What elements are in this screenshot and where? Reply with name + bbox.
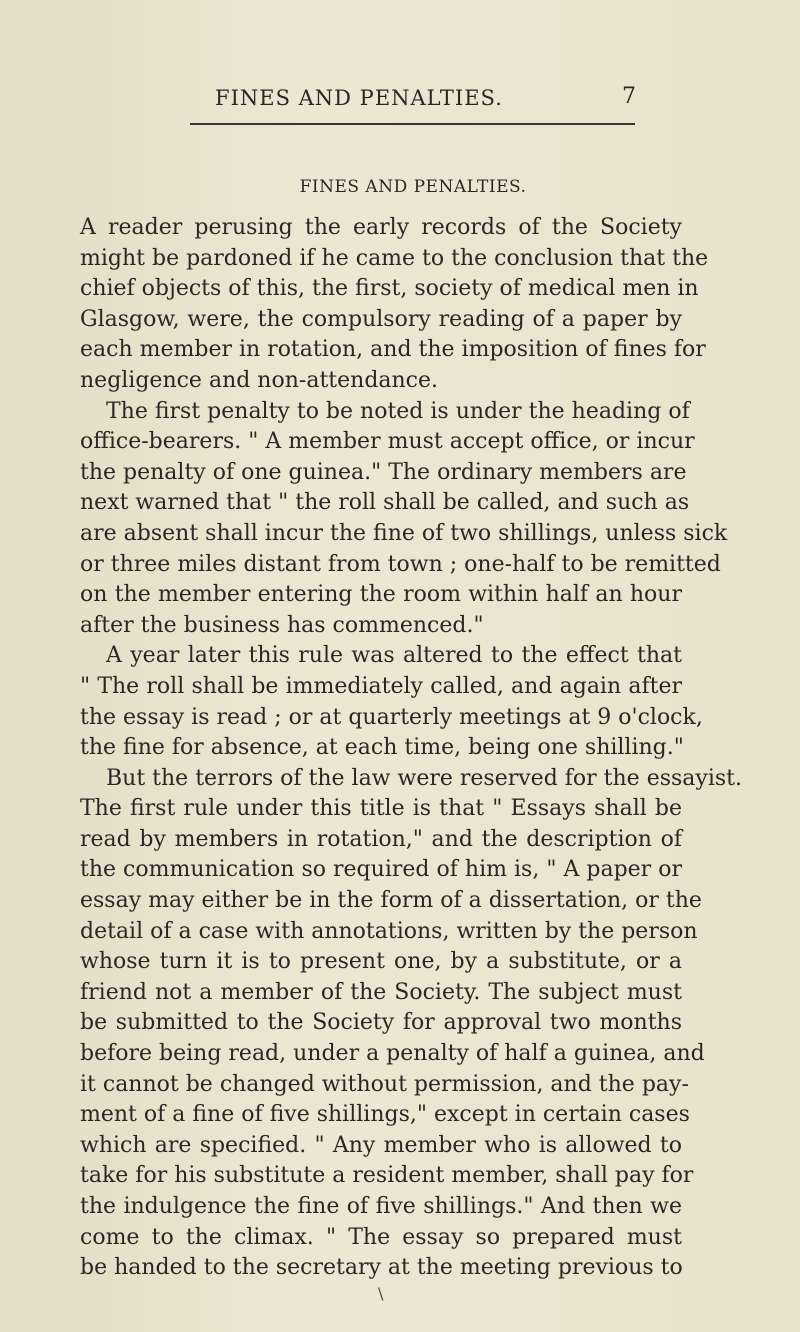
text-line: the essay is read ; or at quarterly meetings at 9 o'clock, [80, 704, 703, 730]
text-line: or three miles distant from town ; one-half to be remitted [80, 551, 721, 577]
text-line: which are specified. " Any member who is allowed to [80, 1132, 682, 1158]
text-line: next warned that " the roll shall be called, and such as [80, 490, 690, 516]
text-line: come to the climax. " The essay so prepared must [80, 1224, 682, 1250]
text-line: detail of a case with annotations, written by the person [80, 918, 698, 944]
text-line: the indulgence the fine of five shillings." And then we [80, 1194, 682, 1219]
text-line: the penalty of one guinea." The ordinary members are [80, 459, 687, 485]
section-title: FINES AND PENALTIES. [299, 177, 527, 197]
text-line: be submitted to the Society for approval two months [80, 1010, 682, 1036]
text-line: after the business has commenced." [80, 612, 484, 638]
text-line: the communication so required of him is, " A paper or [80, 857, 682, 883]
text-line: read by members in rotation," and the description of [80, 826, 682, 852]
text-line: it cannot be changed without permission, and the pay- [80, 1071, 689, 1097]
text-line: might be pardoned if he came to the conclusion that the [80, 245, 709, 271]
text-line: the fine for absence, at each time, being one shilling." [80, 735, 684, 761]
text-line: whose turn it is to present one, by a substitute, or a [80, 949, 682, 975]
text-line: take for his substitute a resident member, shall pay for [80, 1163, 694, 1189]
text-line: negligence and non-attendance. [80, 367, 439, 393]
body-text [80, 213, 743, 1284]
text-line: But the terrors of the law were reserved for the essayist. [106, 765, 743, 791]
text-line: " The roll shall be immediately called, and again after [80, 673, 682, 699]
text-line: A year later this rule was altered to the effect that [106, 643, 682, 669]
header-rule [190, 123, 635, 125]
text-line: are absent shall incur the fine of two shillings, unless sick [80, 520, 728, 546]
text-line: A reader perusing the early records of the Society [80, 215, 682, 240]
text-line: ment of a fine of five shillings," except in certain cases [80, 1102, 690, 1128]
page-number: 7 [622, 84, 636, 109]
text-line: be handed to the secretary at the meeting previous to [80, 1255, 683, 1281]
stray-mark: \ [378, 1284, 384, 1303]
text-line: office-bearers. " A member must accept office, or incur [80, 429, 695, 455]
text-line: Glasgow, were, the compulsory reading of a paper by [80, 306, 682, 332]
text-line: essay may either be in the form of a dissertation, or the [80, 888, 702, 914]
text-line: each member in rotation, and the imposition of fines for [80, 337, 706, 363]
text-line: The first rule under this title is that " Essays shall be [80, 796, 682, 822]
text-line: friend not a member of the Society. The subject must [80, 979, 682, 1005]
text-line: The first penalty to be noted is under the heading of [106, 398, 690, 424]
text-line: chief objects of this, the first, society of medical men in [80, 276, 699, 302]
running-head: FINES AND PENALTIES. [215, 86, 503, 110]
text-line: before being read, under a penalty of half a guinea, and [80, 1041, 705, 1067]
text-line: on the member entering the room within half an hour [80, 582, 682, 608]
